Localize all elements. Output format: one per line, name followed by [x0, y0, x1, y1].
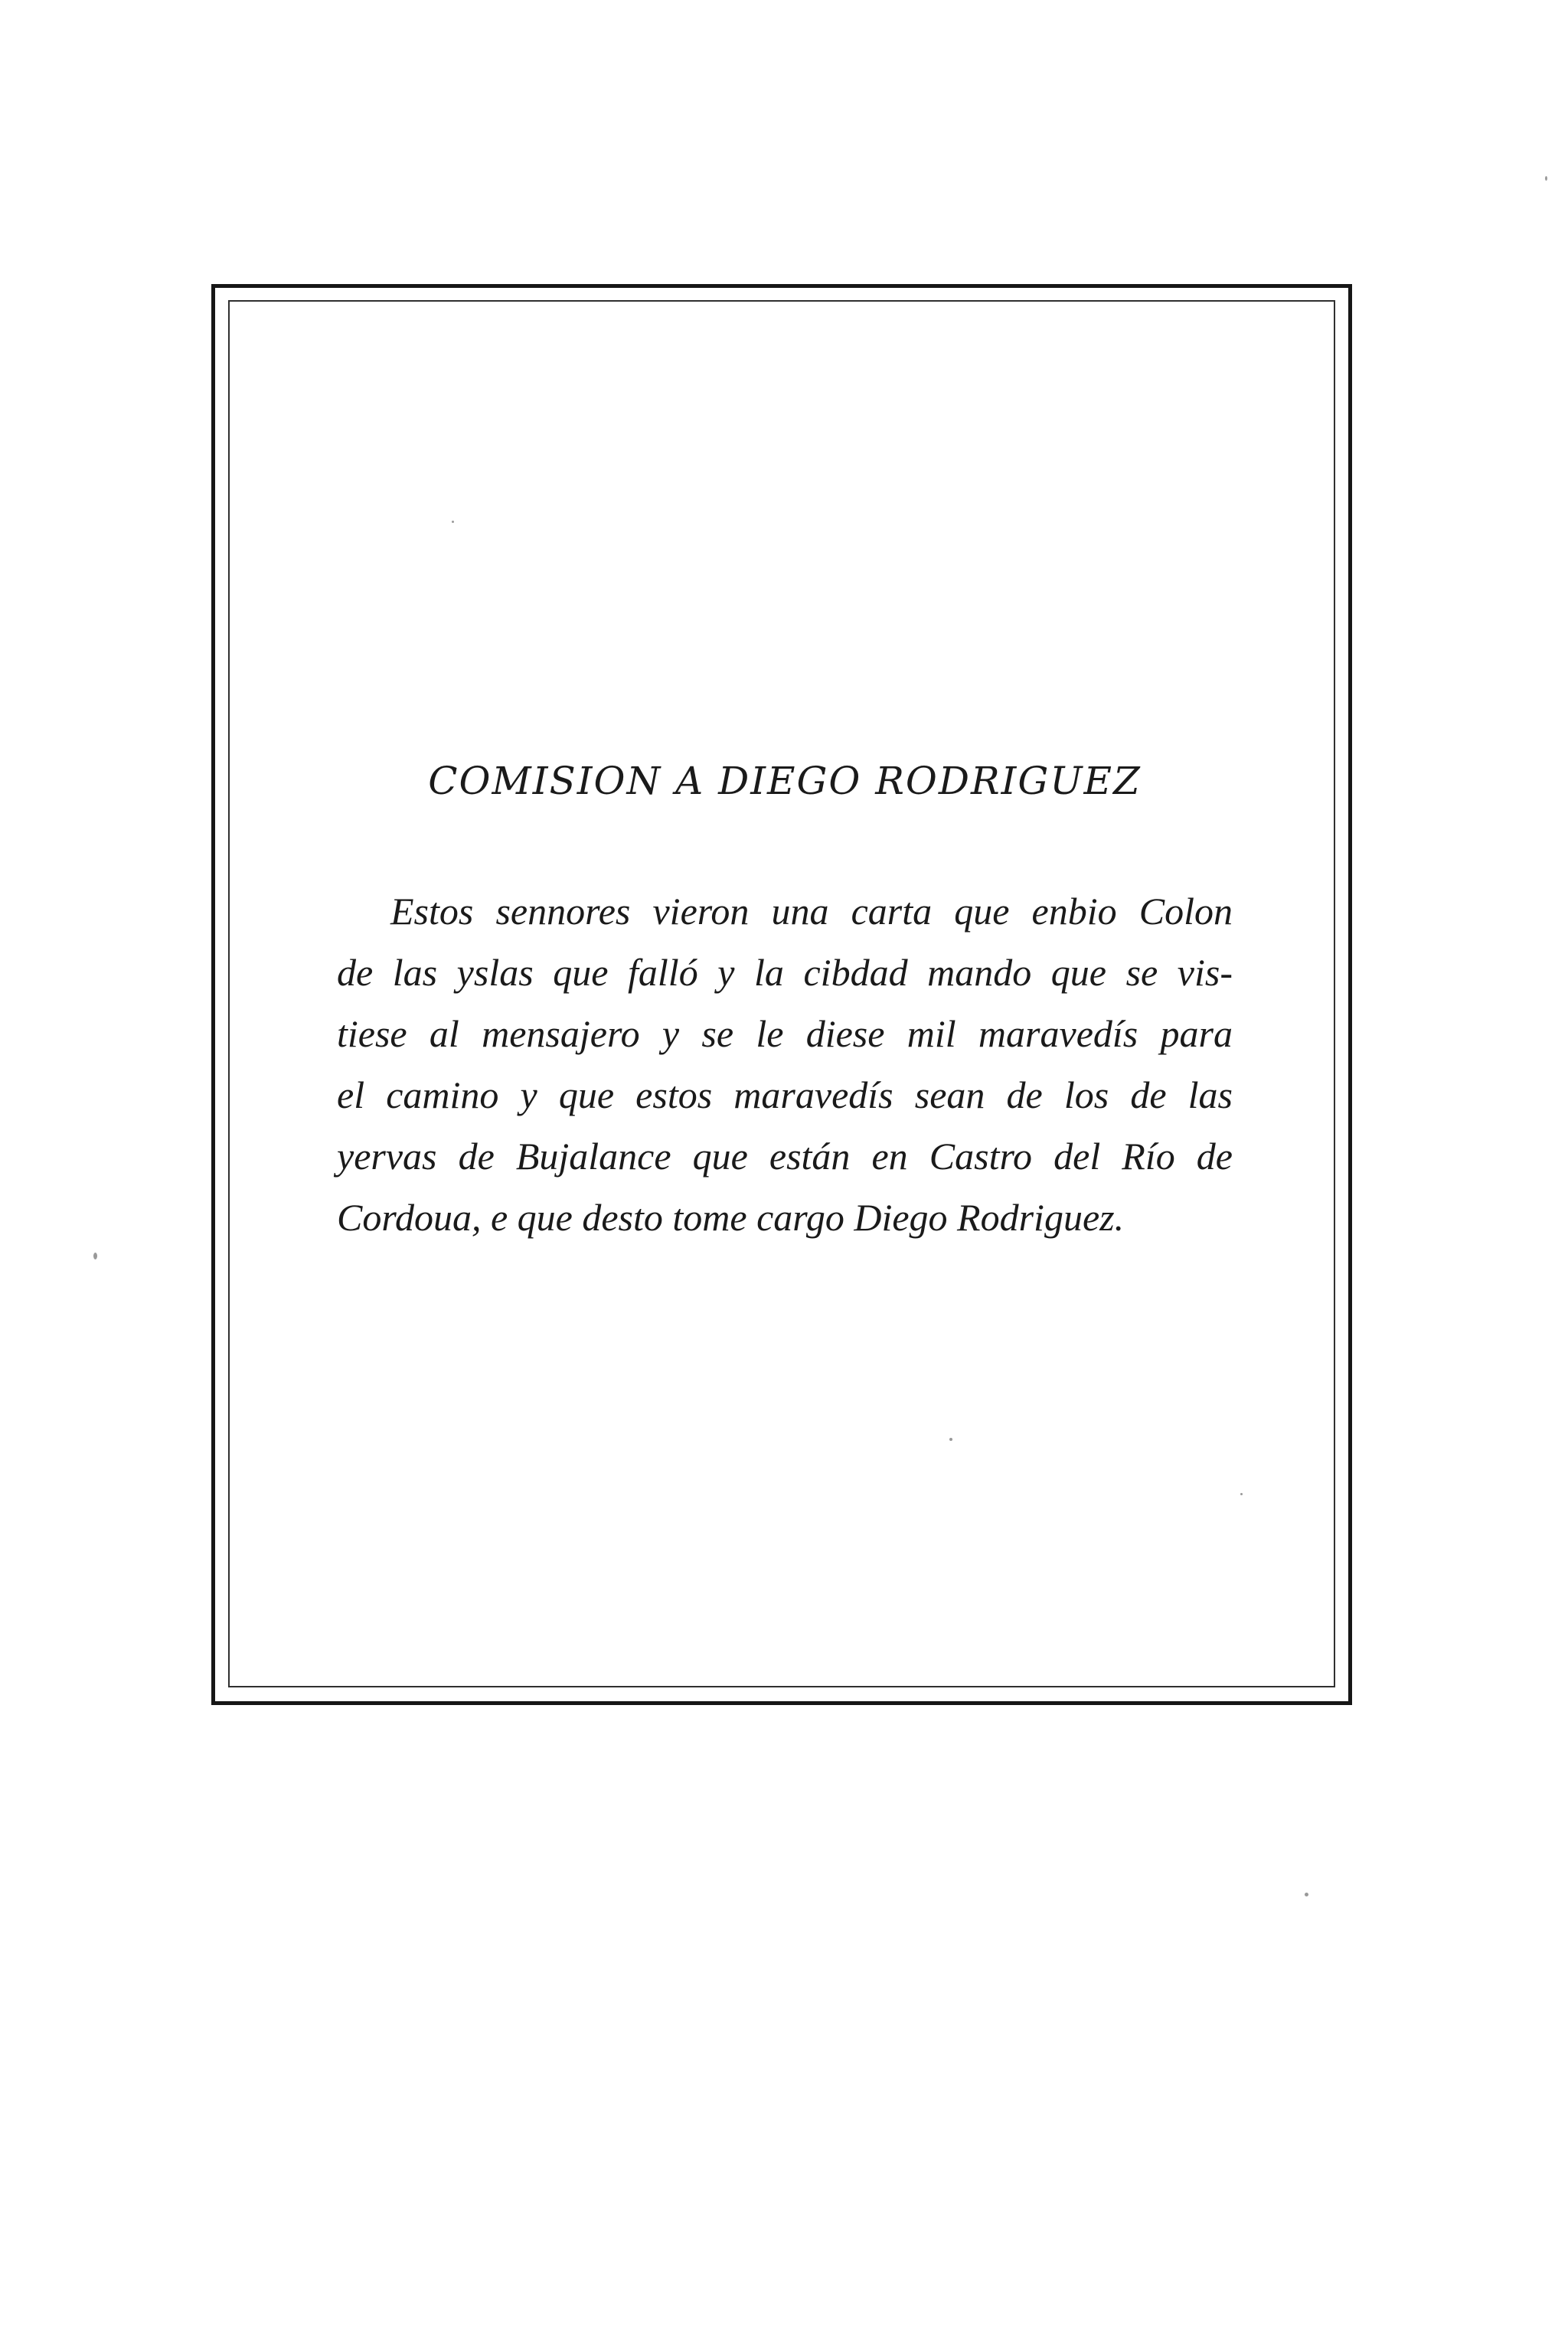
- text-block: [337, 750, 1233, 1248]
- body-line: yervas de Bujalance que están en Castro del Río de: [337, 1135, 1233, 1178]
- scan-speck: [1240, 1493, 1243, 1495]
- scan-speck: [1305, 1893, 1308, 1896]
- body-line: tiese al mensajero y se le diese mil maravedís para: [337, 1012, 1233, 1055]
- document-body: [337, 880, 1233, 1248]
- body-line: de las yslas que falló y la cibdad mando que se vis-: [337, 951, 1233, 994]
- scan-speck: [949, 1438, 952, 1441]
- document-title: COMISION A DIEGO RODRIGUEZ: [428, 759, 1142, 803]
- body-line: Estos sennores vieron una carta que enbio Colon: [390, 890, 1233, 933]
- body-line: Cordoua, e que desto tome cargo Diego Rodriguez.: [337, 1196, 1125, 1239]
- scan-speck: [93, 1253, 97, 1259]
- scan-speck: [452, 521, 454, 523]
- body-line: el camino y que estos maravedís sean de los de las: [337, 1073, 1233, 1116]
- scan-speck: [1545, 176, 1547, 181]
